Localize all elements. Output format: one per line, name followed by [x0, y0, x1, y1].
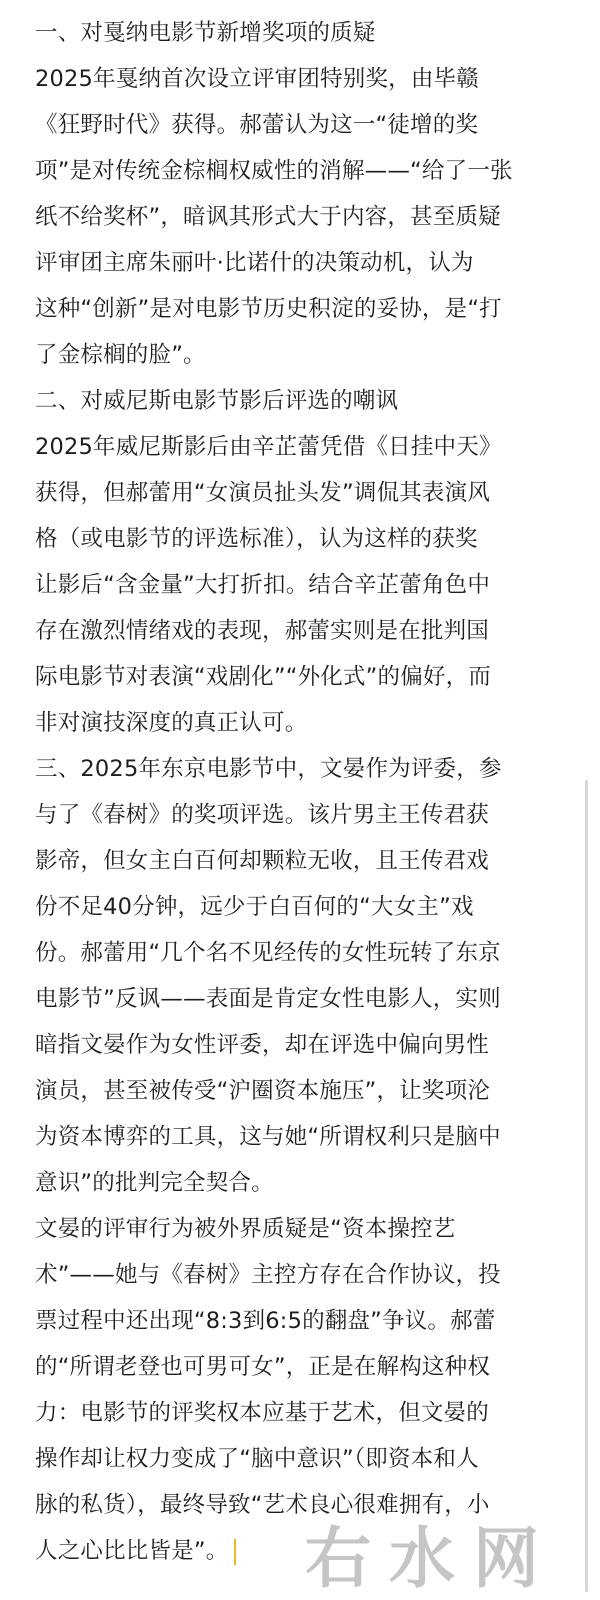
text-line-content: 非对演技深度的真正认可。	[35, 710, 308, 736]
text-line	[35, 700, 595, 746]
text-line	[35, 608, 595, 654]
text-cursor	[234, 1539, 236, 1565]
text-line-content: 了金棕榈的脸”。	[35, 342, 206, 368]
text-line	[35, 148, 595, 194]
text-line	[35, 838, 595, 884]
text-line	[35, 1114, 595, 1160]
paragraph	[35, 424, 595, 746]
text-line-content: 让影后“含金量”大打折扣。结合辛芷蕾角色中	[35, 572, 491, 598]
text-line-content: 获得，但郝蕾用“女演员扯头发”调侃其表演风	[35, 480, 491, 506]
text-line-content: 纸不给奖杯”，暗讽其形式大于内容，甚至质疑	[35, 204, 501, 230]
text-line	[35, 562, 595, 608]
text-line	[35, 654, 595, 700]
text-line-content: 2025年戛纳首次设立评审团特别奖，由毕赣	[35, 66, 479, 92]
text-line-content: 脉的私货），最终导致“艺术良心很难拥有，小	[35, 1492, 490, 1518]
text-line-content: 演员，甚至被传受“沪圈资本施压”，让奖项沦	[35, 1078, 491, 1104]
text-line	[35, 102, 595, 148]
text-line-content: 份不足40分钟，远少于白百何的“大女主”戏	[35, 894, 474, 920]
paragraph	[35, 746, 595, 1206]
text-line-content: 一、对戛纳电影节新增奖项的质疑	[35, 20, 376, 46]
text-line-content: 存在激烈情绪戏的表现，郝蕾实则是在批判国	[35, 618, 490, 644]
text-line-content: 影帝，但女主白百何却颗粒无收，且王传君戏	[35, 848, 490, 874]
text-line-content: 际电影节对表演“戏剧化”“外化式”的偏好，而	[35, 664, 492, 690]
text-line	[35, 1482, 595, 1528]
text-line-content: 的“所谓老登也可男可女”，正是在解构这种权	[35, 1354, 491, 1380]
text-line	[35, 194, 595, 240]
text-line	[35, 1344, 595, 1390]
text-line	[35, 1022, 595, 1068]
paragraph	[35, 1206, 595, 1574]
text-line-content: 力：电影节的评奖权本应基于艺术，但文晏的	[35, 1400, 490, 1426]
text-line	[35, 424, 595, 470]
text-line	[35, 378, 595, 424]
text-line-content: 术”——她与《春树》主控方存在合作协议，投	[35, 1262, 501, 1288]
text-line-content: 文晏的评审行为被外界质疑是“资本操控艺	[35, 1216, 456, 1242]
text-line-content: 操作却让权力变成了“脑中意识”（即资本和人	[35, 1446, 479, 1472]
document-body[interactable]	[35, 10, 595, 1574]
text-line	[35, 930, 595, 976]
text-line-content: 与了《春树》的奖项评选。该片男主王传君获	[35, 802, 490, 828]
text-line	[35, 1436, 595, 1482]
text-line	[35, 792, 595, 838]
paragraph	[35, 10, 595, 56]
paragraph	[35, 56, 595, 378]
text-line	[35, 332, 595, 378]
text-line-content: 电影节”反讽——表面是肯定女性电影人，实则	[35, 986, 501, 1012]
text-line-content: 人之心比比皆是”。	[35, 1538, 229, 1564]
text-line	[35, 1528, 595, 1574]
text-line	[35, 976, 595, 1022]
text-line	[35, 884, 595, 930]
paragraph	[35, 378, 595, 424]
text-line	[35, 1068, 595, 1114]
text-line-content: 三、2025年东京电影节中，文晏作为评委，参	[35, 756, 502, 782]
text-line	[35, 286, 595, 332]
text-line	[35, 240, 595, 286]
text-line-content: 项”是对传统金棕榈权威性的消解——“给了一张	[35, 158, 513, 184]
text-line	[35, 1160, 595, 1206]
text-line	[35, 10, 595, 56]
scrollbar[interactable]	[585, 780, 588, 1592]
text-line-content: 票过程中还出现“8:3到6:5的翻盘”争议。郝蕾	[35, 1308, 496, 1334]
text-line	[35, 1298, 595, 1344]
text-line	[35, 1390, 595, 1436]
text-line-content: 为资本博弈的工具，这与她“所谓权利只是脑中	[35, 1124, 501, 1150]
text-line	[35, 56, 595, 102]
text-line-content: 格（或电影节的评选标准），认为这样的获奖	[35, 526, 478, 552]
text-line-content: 意识”的批判完全契合。	[35, 1170, 274, 1196]
text-line-content: 《狂野时代》获得。郝蕾认为这一“徒增的奖	[35, 112, 479, 138]
text-line-content: 这种“创新”是对电影节历史积淀的妥协，是“打	[35, 296, 502, 322]
text-line-content: 评审团主席朱丽叶·比诺什的决策动机，认为	[35, 250, 474, 276]
text-line-content: 2025年威尼斯影后由辛芷蕾凭借《日挂中天》	[35, 434, 502, 460]
text-line	[35, 516, 595, 562]
text-line-content: 份。郝蕾用“几个名不见经传的女性玩转了东京	[35, 940, 501, 966]
text-line-content: 暗指文晏作为女性评委，却在评选中偏向男性	[35, 1032, 490, 1058]
text-line	[35, 470, 595, 516]
text-line	[35, 1206, 595, 1252]
watermark-logo: 右水网	[305, 1519, 557, 1597]
text-line	[35, 746, 595, 792]
text-line-content: 二、对威尼斯电影节影后评选的嘲讽	[35, 388, 399, 414]
text-line	[35, 1252, 595, 1298]
